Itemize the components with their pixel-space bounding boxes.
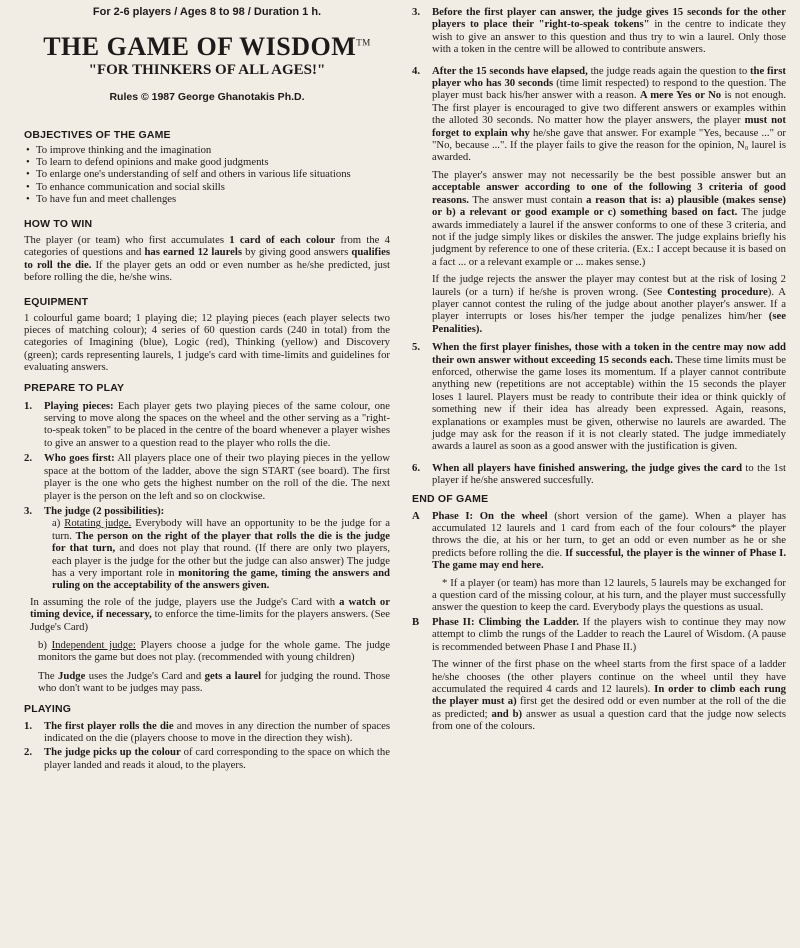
objective-item: • To improve thinking and the imagination [24, 144, 390, 156]
laurel-exchange-note: * If a player (or team) has more than 12 laurels, 5 laurels may be exchanged for a question card of the missing colour, at his turn, and the player must successfully answer the question to keep the card. Everybody plays the questions as usual. [432, 576, 786, 614]
prepare-item-playing-pieces: 1. Playing pieces: Each player gets two playing pieces of the same colour, one serving to move along the spaces on the wheel and the other serving as a "right-to-speak token" to be placed in the centre of the board whenever a player wishes to give an answer to a question read to the player who rolls the die. [24, 399, 391, 449]
playing-item-3: 3. Before the first player can answer, the judge gives 15 seconds for the other players to place their "right-to-speak tokens" in the centre to indicate they wish to give an answer to this question and thus try to win a laurel. Only those with a token in the centre will be allowed to contribute answers. [412, 6, 786, 56]
how-to-win-text: The player (or team) who first accumulates 1 card of each colour from the 4 categories of questions and has earned 12 laurels by giving good answers qualifies to roll the die. If the player gets an odd or even number as he/she predicted, just before rolling the die, he/she wins. [24, 234, 390, 284]
judge-laurel-text: The Judge uses the Judge's Card and gets a laurel for judging the round. Those who don't want to be judges may pass. [38, 669, 390, 695]
playing-heading: PLAYING [24, 702, 72, 715]
objective-item: • To learn to defend opinions and make good judgments [24, 156, 390, 168]
rotating-judge-text: a) Rotating judge. Everybody will have an opportunity to be the judge for a turn. The person on the right of the player that rolls the die is the judge for that turn, and does not play that round. (If there are only two players, each player is the judge for the other but the judge can also answer) The judge has a very important role in monitoring the game, timing the answers and ruling on the acceptability of the answers given. [52, 517, 391, 592]
item-number: 3. [24, 504, 33, 517]
objectives-heading: OBJECTIVES OF THE GAME [24, 129, 171, 141]
trademark-mark: TM [356, 37, 371, 48]
objective-item: • To enlarge one's understanding of self and others in various life situations [24, 168, 390, 180]
ladder-text: The winner of the first phase on the wheel starts from the first space of a ladder he/she chooses (the other players continue on the wheel until they have accumulated the required 4 cards and 12 laurels). In order to climb each rung the player must a) first get the desired odd or even number at the roll of the die as predicted; and b) answer as usual a question card that the judge now selects from one of the colours. [432, 658, 787, 733]
objectives-list [24, 144, 390, 205]
judge-role-text: In assuming the role of the judge, players use the Judge's Card with a watch or timing device, if necessary, to enforce the time-limits for the players answers. (See Judge's Card) [30, 595, 390, 633]
how-to-win-heading: HOW TO WIN [24, 218, 93, 231]
item-number: 1. [24, 399, 33, 412]
item-number: 5. [412, 341, 421, 354]
game-title [24, 32, 390, 62]
game-subtitle: "FOR THINKERS OF ALL AGES!" [88, 62, 326, 78]
acceptable-answer-text: The player's answer may not necessarily be the best possible answer but an acceptable answer according to one of the following 3 criteria of good reasons. The answer must contain a reason that is: a) plausible (makes sense) or b) a relevant or good example or c) something based on fact. The judge awards immediately a laurel if the answer conforms to one of these 3 criteria, and not if the judge simply likes or diskiles the answer. The judge explains briefly his judgment by reference to one of these criteria. (Ex.: I accept because it is based on a fact ... or a relevant example or ... makes sense.) [432, 168, 786, 268]
playing-item-6: 6. When all players have finished answering, the judge gives the card to the 1st player if he/she answered succesfully. [412, 461, 787, 487]
item-number: 1. [24, 719, 33, 732]
end-of-game-heading: END OF GAME [412, 492, 489, 505]
players-age-duration: For 2-6 players / Ages 8 to 98 / Duration 1 h. [92, 6, 322, 18]
item-letter: B [412, 615, 420, 628]
contest-text: If the judge rejects the answer the player may contest but at the risk of losing 2 laurels (or a turn) if he/she is proven wrong. (See Contesting procedure). A player cannot contest the ruling of the judge about another player's answer. If a player interrupts or loses his/her temper the judge penalizes him/her (see Penalities). [432, 273, 787, 335]
item-number: 2. [24, 746, 33, 759]
playing-item-1: 1. The first player rolls the die and moves in any direction the number of spaces indicated on the die (players choose to move in the direction they wish). [24, 719, 390, 745]
playing-item-2: 2. The judge picks up the colour of card corresponding to the space on which the player landed and reads it aloud, to the players. [24, 746, 390, 771]
equipment-text: 1 colourful game board; 1 playing die; 12 playing pieces (each player selects two pieces of matching colour); 4 series of 60 question cards (240 in total) from the categories of Imagining (blue), Logic (red), Thinking (yellow) and Discovery (green); cards representing laurels, 1 judge's card with time-limits and guidelines for evaluating answers. [24, 311, 390, 374]
playing-item-5: 5. When the first player finishes, those with a token in the centre may now add their own answer without exceeding 15 seconds each. These time limits must be enforced, otherwise the game loses its momentum. If a player cannot contribute anything new (repetitions are not acceptable) within the 15 seconds the player loses 1 laurel. Players must be ready to contribute their idea or think quickly of something new if their idea has already been expressed. Again, reasons, explanations or examples must be given, otherwise no laurels are awarded. The judge may ask for the reason if it is not clearly stated. The judge immediately awards a laurel as soon as a good answer with the justification is given. [412, 341, 786, 453]
prepare-item-who-goes-first: 2. Who goes first: All players place one of their two playing pieces in the yellow space at the bottom of the ladder, above the sign START (see board). The first player is the one who gets the highest number on the roll of the die. The next player is the person on the left and so on clockwise. [24, 452, 390, 502]
independent-judge-text: b) Independent judge: Players choose a judge for the whole game. The judge monitors the game but does not play. (recommended with young children) [38, 638, 391, 664]
item-number: 3. [412, 6, 421, 18]
objective-item: • To enhance communication and social skills [24, 181, 390, 193]
item-letter: A [412, 509, 420, 522]
prepare-item-judge: 3. The judge (2 possibilities): a) Rotating judge. Everybody will have an opportunity to be the judge for a turn. The person on the right of the player that rolls the die is the judge for that turn, and does not play that round. (If there are only two players, each player is the judge for the other but the judge can also answer) The judge has a very important role in monitoring the game, timing the answers and ruling on the acceptability of the answers given. [24, 504, 391, 592]
item-number: 2. [24, 452, 33, 465]
item-number: 6. [412, 461, 421, 474]
phase-one-item: A Phase I: On the wheel (short version of the game). When a player has accumulated 12 laurels and 1 card from each of the four colours* the player throws the die, at his or her turn, to get an odd or even number as he or she predicts before rolling the die. If successful, the player is the winner of Phase I. The game may end here. * If a player (or team) has more than 12 laurels, 5 laurels may be exchanged for a question card of the missing colour, at his turn, and the player must successfully answer the question to keep the card. Everybody plays the questions as usual. [412, 509, 787, 614]
game-title-text: THE GAME OF WISDOM [43, 32, 357, 61]
playing-item-4: 4. After the 15 seconds have elapsed, the judge reads again the question to the first player who has 30 seconds (time limit respected) to respond to the question. The player must back his/her answer with a reason. A mere Yes or No is not enough. The first player is encouraged to give two different answers or examples within the alloted 30 seconds. No matter how the player answers, the player must not forget to explain why he/she gave that answer. For example "Yes, because ..." or "No, because ...". If the player fails to give the reason for the opinion, N₀ laurel is awarded. The player's answer may not necessarily be the best possible answer but an acceptable answer according to one of the following 3 criteria of good reasons. The answer must contain a reason that is: a) plausible (makes sense) or b) a relevant or good example or c) something based on fact. The judge awards immediately a laurel if the answer conforms to one of these 3 criteria, and not if the judge simply likes or diskiles the answer. The judge explains briefly his judgment by reference to one of these criteria. (Ex.: I accept because it is based on a fact ... or a relevant example or ... makes sense.) If the judge rejects the answer the player may contest but at the risk of losing 2 laurels (or a turn) if he/she is proven wrong. (See Contesting procedure). A player cannot contest the ruling of the judge about another player's answer. If a player interrupts or loses his/her temper the judge penalizes him/her (see Penalities). [412, 64, 787, 335]
objective-item: • To have fun and meet challenges [24, 193, 390, 205]
right-column [412, 0, 786, 733]
prepare-heading: PREPARE TO PLAY [24, 381, 125, 394]
phase-two-item: B Phase II: Climbing the Ladder. If the players wish to continue they may now attempt to climb the rungs of the Ladder to reach the Laurel of Wisdom. (A pause is recommended between Phase I and Phase II.) The winner of the first phase on the wheel starts from the first space of a ladder he/she chooses (the other players continue on the wheel until they have accumulated the required 4 cards and 12 laurels). In order to climb each rung the player must a) first get the desired odd or even number at the roll of the die as predicted; and b) answer as usual a question card that the judge now selects from one of the colours. [412, 615, 787, 733]
equipment-heading: EQUIPMENT [24, 295, 89, 308]
item-number: 4. [412, 64, 421, 77]
rules-copyright: Rules © 1987 George Ghanotakis Ph.D. [109, 91, 305, 103]
left-column [24, 0, 390, 771]
